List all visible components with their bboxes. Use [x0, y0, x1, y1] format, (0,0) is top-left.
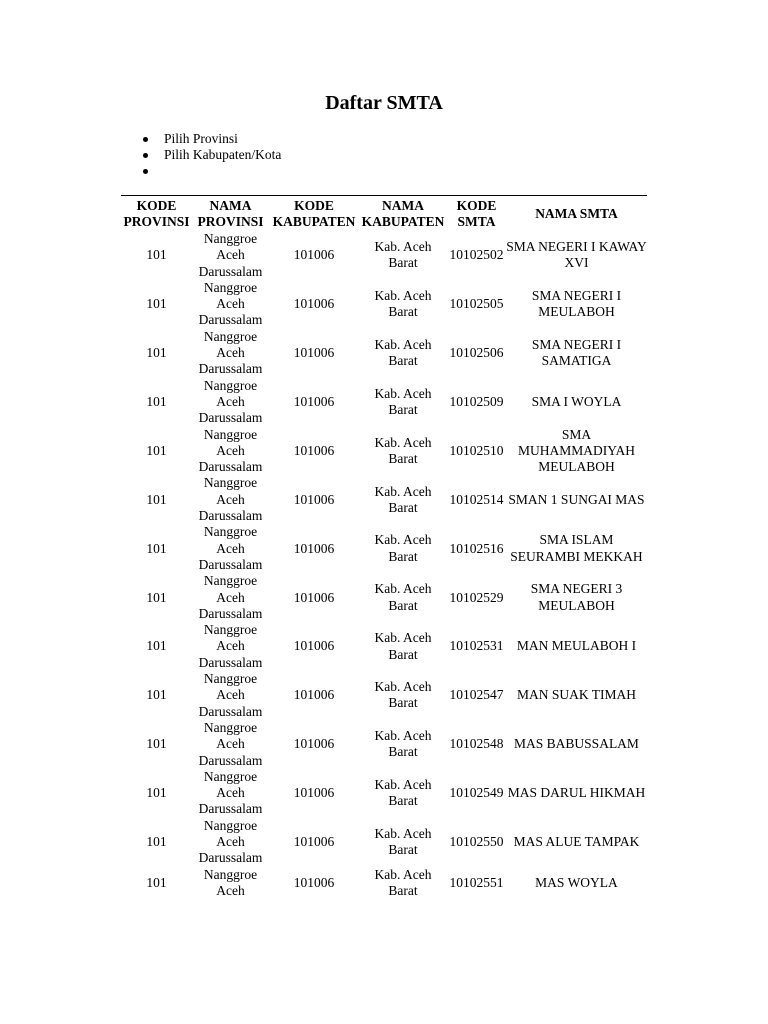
cell-kode-smta: 10102550: [449, 833, 504, 849]
cell-kode-provinsi: 101: [146, 345, 167, 361]
filter-item-provinsi[interactable]: Pilih Provinsi: [140, 131, 281, 147]
header-nama-provinsi: NAMA PROVINSI: [197, 197, 264, 229]
cell-nama-provinsi: Nanggroe Aceh Darussalam: [198, 817, 263, 866]
cell-kode-smta: 10102505: [449, 296, 504, 312]
cell-kode-provinsi: 101: [146, 442, 167, 458]
cell-kode-smta: 10102510: [449, 442, 504, 458]
cell-kode-kabupaten: 101006: [293, 874, 335, 890]
cell-kode-kabupaten: 101006: [293, 442, 335, 458]
table-row: [121, 769, 647, 818]
table-row: [121, 329, 647, 378]
filter-item-kabupaten[interactable]: Pilih Kabupaten/Kota: [140, 147, 281, 163]
cell-nama-provinsi: Nanggroe Aceh Darussalam: [198, 475, 263, 524]
table-row: [121, 280, 647, 329]
header-nama-kabupaten: NAMA KABUPATEN: [361, 197, 445, 229]
cell-nama-provinsi: Nanggroe Aceh Darussalam: [198, 328, 263, 377]
cell-nama-provinsi: Nanggroe Aceh Darussalam: [198, 671, 263, 719]
cell-nama-smta: SMA NEGERI I SAMATIGA: [531, 336, 622, 369]
cell-nama-smta: MAS WOYLA: [535, 874, 618, 890]
cell-nama-provinsi: Nanggroe Aceh Darussalam: [198, 719, 263, 768]
cell-kode-smta: 10102529: [449, 589, 504, 605]
cell-kode-kabupaten: 101006: [293, 393, 335, 409]
cell-kode-smta: 10102531: [449, 638, 504, 654]
cell-nama-provinsi: Nanggroe Aceh Darussalam: [198, 279, 263, 328]
cell-nama-smta: MAS DARUL HIKMAH: [507, 785, 646, 801]
cell-nama-kabupaten: Kab. Aceh Barat: [374, 630, 432, 662]
table-row: [121, 573, 647, 622]
table-row: [121, 427, 647, 476]
cell-nama-smta: MAS ALUE TAMPAK: [513, 833, 640, 849]
table-header-row: [121, 197, 647, 231]
cell-nama-smta: SMA NEGERI I KAWAY XVI: [506, 239, 647, 271]
smta-table: [121, 197, 647, 909]
cell-nama-smta: SMAN 1 SUNGAI MAS: [508, 491, 645, 507]
table-row: [121, 720, 647, 769]
cell-kode-smta: 10102502: [449, 247, 504, 263]
cell-nama-smta: SMA I WOYLA: [531, 393, 622, 409]
cell-nama-provinsi: Nanggroe Aceh Darussalam: [198, 524, 263, 572]
cell-kode-smta: 10102547: [449, 687, 504, 703]
cell-kode-kabupaten: 101006: [293, 638, 335, 654]
cell-kode-smta: 10102548: [449, 736, 504, 752]
page-title: Daftar SMTA: [325, 92, 443, 114]
cell-nama-kabupaten: Kab. Aceh Barat: [374, 581, 432, 613]
table-body: [121, 231, 647, 909]
cell-nama-provinsi: Nanggroe Aceh Darussalam: [198, 622, 263, 670]
cell-kode-provinsi: 101: [146, 296, 167, 312]
cell-kode-kabupaten: 101006: [293, 247, 335, 263]
cell-nama-provinsi: Nanggroe Aceh Darussalam: [198, 573, 263, 621]
cell-kode-smta: 10102516: [449, 540, 504, 556]
header-nama-smta: NAMA SMTA: [535, 205, 618, 221]
cell-nama-kabupaten: Kab. Aceh Barat: [374, 434, 432, 466]
cell-nama-kabupaten: Kab. Aceh Barat: [374, 679, 432, 711]
header-kode-smta: KODE SMTA: [456, 197, 497, 229]
header-kode-kabupaten: KODE KABUPATEN: [272, 197, 356, 229]
table-row: [121, 622, 647, 671]
cell-kode-provinsi: 101: [146, 736, 167, 752]
cell-kode-kabupaten: 101006: [293, 540, 335, 556]
cell-nama-smta: MAN MEULABOH I: [516, 638, 637, 654]
cell-kode-provinsi: 101: [146, 687, 167, 703]
table-top-rule: [121, 195, 647, 196]
cell-kode-kabupaten: 101006: [293, 296, 335, 312]
cell-kode-kabupaten: 101006: [293, 687, 335, 703]
table-row: [121, 378, 647, 427]
table-row: [121, 867, 647, 909]
cell-kode-kabupaten: 101006: [293, 736, 335, 752]
cell-kode-provinsi: 101: [146, 247, 167, 263]
cell-nama-smta: MAS BABUSSALAM: [514, 736, 639, 752]
cell-nama-kabupaten: Kab. Aceh Barat: [374, 288, 432, 320]
table-row: [121, 524, 647, 573]
cell-nama-provinsi: Nanggroe Aceh Darussalam: [198, 768, 263, 817]
header-kode-provinsi: KODE PROVINSI: [123, 197, 190, 229]
filter-list: [140, 131, 281, 179]
cell-kode-provinsi: 101: [146, 874, 167, 890]
cell-nama-smta: SMA NEGERI 3 MEULABOH: [530, 581, 623, 613]
cell-kode-smta: 10102514: [449, 491, 504, 507]
cell-nama-smta: MAN SUAK TIMAH: [516, 687, 636, 703]
cell-kode-kabupaten: 101006: [293, 345, 335, 361]
table-row: [121, 231, 647, 280]
filter-item-empty: [140, 163, 281, 179]
cell-nama-kabupaten: Kab. Aceh Barat: [374, 385, 432, 418]
cell-nama-kabupaten: Kab. Aceh Barat: [374, 239, 432, 271]
cell-nama-provinsi: Nanggroe Aceh Darussalam: [198, 231, 263, 279]
cell-nama-provinsi: Nanggroe Aceh Darussalam: [198, 377, 263, 426]
cell-nama-kabupaten: Kab. Aceh Barat: [374, 728, 432, 760]
cell-kode-provinsi: 101: [146, 833, 167, 849]
cell-kode-provinsi: 101: [146, 785, 167, 801]
cell-kode-smta: 10102509: [449, 393, 504, 409]
cell-kode-provinsi: 101: [146, 393, 167, 409]
cell-kode-provinsi: 101: [146, 589, 167, 605]
cell-nama-kabupaten: Kab. Aceh Barat: [374, 483, 432, 515]
cell-kode-provinsi: 101: [146, 638, 167, 654]
table-row: [121, 671, 647, 720]
cell-kode-provinsi: 101: [146, 540, 167, 556]
cell-nama-provinsi: Nanggroe Aceh: [203, 866, 258, 898]
cell-kode-kabupaten: 101006: [293, 833, 335, 849]
cell-kode-smta: 10102551: [449, 874, 504, 890]
cell-nama-smta: SMA ISLAM SEURAMBI MEKKAH: [510, 532, 643, 564]
table-row: [121, 818, 647, 867]
cell-nama-kabupaten: Kab. Aceh Barat: [374, 776, 432, 809]
cell-nama-kabupaten: Kab. Aceh Barat: [374, 866, 432, 898]
cell-kode-provinsi: 101: [146, 491, 167, 507]
cell-kode-kabupaten: 101006: [293, 491, 335, 507]
cell-nama-smta: SMA MUHAMMADIYAH MEULABOH: [517, 426, 635, 475]
cell-nama-smta: SMA NEGERI I MEULABOH: [531, 288, 622, 320]
cell-kode-kabupaten: 101006: [293, 785, 335, 801]
cell-kode-kabupaten: 101006: [293, 589, 335, 605]
table-row: [121, 475, 647, 524]
cell-nama-kabupaten: Kab. Aceh Barat: [374, 336, 432, 369]
cell-kode-smta: 10102506: [449, 345, 504, 361]
cell-nama-kabupaten: Kab. Aceh Barat: [374, 825, 432, 858]
cell-nama-provinsi: Nanggroe Aceh Darussalam: [198, 426, 263, 475]
cell-nama-kabupaten: Kab. Aceh Barat: [374, 532, 432, 564]
cell-kode-smta: 10102549: [449, 785, 504, 801]
